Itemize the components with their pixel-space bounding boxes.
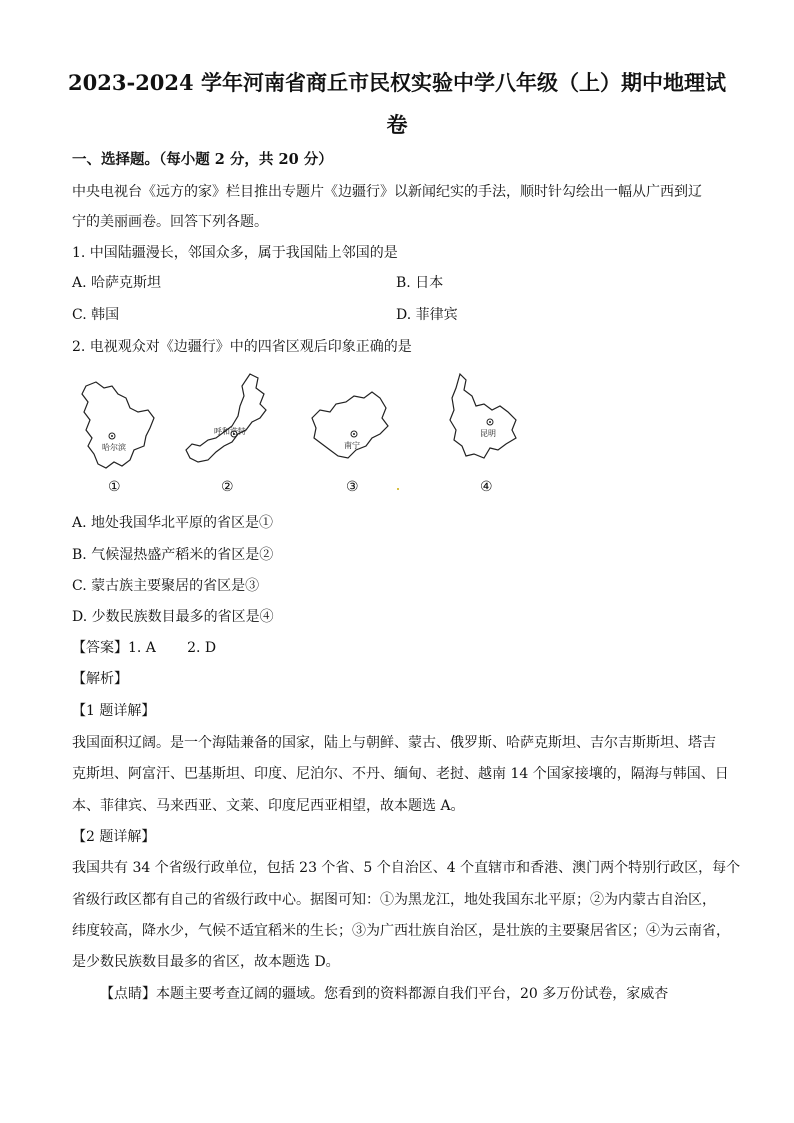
question-2-option-d: D. 少数民族数目最多的省区是④ <box>72 609 274 625</box>
map-heilongjiang <box>76 376 158 472</box>
map-number-3: ③ <box>346 479 359 495</box>
question-2-option-c: C. 蒙古族主要聚居的省区是③ <box>72 578 260 594</box>
detail-1-line1: 我国面积辽阔。是一个海陆兼备的国家，陆上与朝鲜、蒙古、俄罗斯、哈萨克斯坦、吉尔吉斯斯坦、塔吉 <box>72 735 716 751</box>
answer-line <box>72 638 216 658</box>
document-title-line1: 2023-2024 学年河南省商丘市民权实验中学八年级（上）期中地理试 <box>68 70 726 95</box>
question-1-stem: 1. 中国陆疆漫长，邻国众多，属于我国陆上邻国的是 <box>72 245 398 261</box>
answer-tag: 【答案】 <box>72 640 128 656</box>
detail-1-tag: 【1 题详解】 <box>72 703 156 719</box>
map-yunnan <box>444 370 524 466</box>
map-city-label-nanning: 南宁 <box>344 441 360 450</box>
map-inner-mongolia <box>180 370 280 470</box>
province-maps <box>70 370 550 500</box>
intro-text-line2: 宁的美丽画卷。回答下列各题。 <box>72 214 268 230</box>
detail-1-line3: 本、菲律宾、马来西亚、文莱、印度尼西亚相望，故本题选 A。 <box>72 798 465 814</box>
map-guangxi <box>306 384 398 464</box>
detail-2-tag: 【2 题详解】 <box>72 829 156 845</box>
question-1-option-a: A. 哈萨克斯坦 <box>72 275 162 291</box>
map-number-4: ④ <box>480 479 493 495</box>
map-city-label-hohhot: 呼和浩特 <box>214 427 246 436</box>
map-number-2: ② <box>221 479 234 495</box>
question-2-option-a: A. 地处我国华北平原的省区是① <box>72 515 274 531</box>
analysis-tag: 【解析】 <box>72 671 128 687</box>
answer-text: 1. A 2. D <box>128 640 217 656</box>
stray-dot <box>397 488 399 490</box>
section-heading: 一、选择题。（每小题 2 分，共 20 分） <box>72 151 333 168</box>
detail-2-line3: 纬度较高，降水少，气候不适宜稻米的生长；③为广西壮族自治区，是壮族的主要聚居省区；④为云南省， <box>72 923 730 939</box>
map-city-label-kunming: 昆明 <box>480 429 496 438</box>
question-2-stem: 2. 电视观众对《边疆行》中的四省区观后印象正确的是 <box>72 339 412 355</box>
detail-2-line1: 我国共有 34 个省级行政单位，包括 23 个省、5 个自治区、4 个直辖市和香港、澳门两个特别行政区，每个 <box>72 860 741 876</box>
intro-text-line1: 中央电视台《远方的家》栏目推出专题片《边疆行》以新闻纪实的手法，顺时针勾绘出一幅从广西到辽 <box>72 184 702 200</box>
detail-1-line2: 克斯坦、阿富汗、巴基斯坦、印度、尼泊尔、不丹、缅甸、老挝、越南 14 个国家接壤的，隔海与韩国、日 <box>72 766 729 782</box>
question-1-option-c: C. 韩国 <box>72 307 120 323</box>
question-2-option-b: B. 气候湿热盛产稻米的省区是② <box>72 547 274 563</box>
document-title-line2: 卷 <box>386 112 408 137</box>
question-1-option-b: B. 日本 <box>396 275 444 291</box>
comment-tag: 【点睛】 <box>100 986 156 1002</box>
map-number-1: ① <box>108 479 121 495</box>
question-1-option-d: D. 菲律宾 <box>396 307 458 323</box>
detail-2-line4: 是少数民族数目最多的省区，故本题选 D。 <box>72 954 340 970</box>
comment-line <box>100 984 668 1004</box>
comment-text: 本题主要考查辽阔的疆域。您看到的资料都源自我们平台，20 多万份试卷，家威杏 <box>156 986 669 1002</box>
map-city-label-harbin: 哈尔滨 <box>102 443 126 452</box>
detail-2-line2: 省级行政区都有自己的省级行政中心。据图可知：①为黑龙江，地处我国东北平原；②为内蒙古自治区， <box>72 892 716 908</box>
